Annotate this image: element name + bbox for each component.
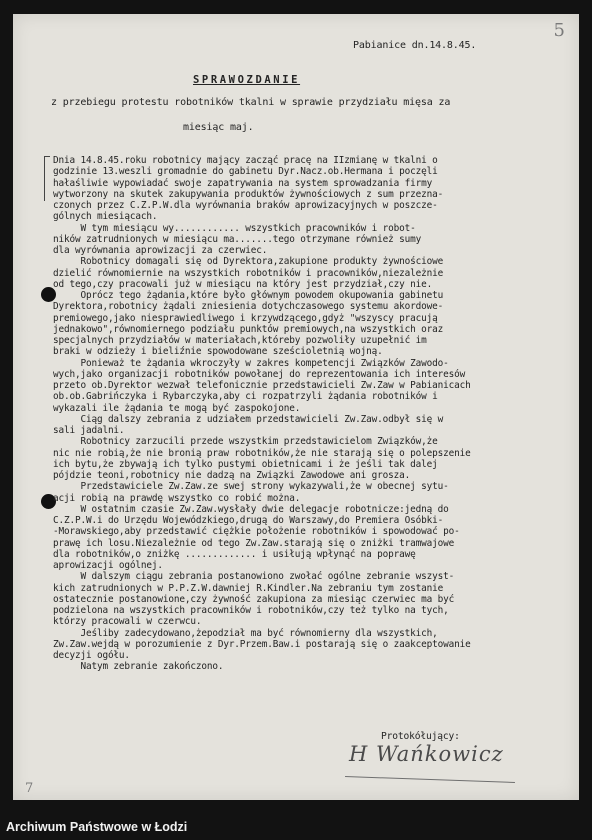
place-date: Pabianice dn.14.8.45. bbox=[353, 40, 477, 51]
body-line: od tego,czy pracowali już w miesiącu na który jest przydział,czy nie. bbox=[53, 278, 433, 290]
body-line: dzielić równomiernie na wszystkich robotników i pracowników,niezależnie bbox=[53, 267, 444, 279]
signer-label: Protokółujący: bbox=[381, 731, 460, 742]
body-line: decyzji ogółu. bbox=[53, 650, 130, 661]
body-line: ich bytu,że zbywają ich tylko pustymi obietnicami i że jeśli tak dalej bbox=[53, 458, 438, 470]
body-line: prawę ich losu.Niezależnie od tego Zw.Zaw.starają się o zniżki tramwajowe bbox=[53, 537, 455, 549]
body-line: gólnych miesiącach. bbox=[53, 211, 158, 223]
report-body bbox=[53, 155, 563, 673]
body-line: Natym zebranie zakończono. bbox=[53, 661, 224, 673]
body-line: pójdzie teoni,robotnicy nie dadzą na Związki Zawodowe ani grosza. bbox=[53, 470, 411, 481]
handwritten-signature: H Wańkowicz bbox=[349, 742, 504, 766]
document-page bbox=[13, 14, 579, 800]
body-line: ob.ob.Gabrińczyka i Rybarczyka,aby ci rozpatrzyli żądania robotników i bbox=[53, 391, 438, 403]
body-line: ników zatrudnionych w miesiącu ma.......tego otrzymane również sumy bbox=[53, 233, 422, 245]
body-line: przeto ob.Dyrektor wezwał telefonicznie przedstawicieli Zw.Zaw w Pabianicach bbox=[53, 380, 471, 391]
body-line: którzy pracowali w czerwcu. bbox=[53, 616, 202, 628]
document-subtitle-line1: z przebiegu protestu robotników tkalni w sprawie przydziału mięsa za bbox=[51, 97, 451, 108]
body-line: Oprócz tego żądania,które było głównym powodem okupowania gabinetu bbox=[53, 290, 444, 301]
document-subtitle-line2: miesiąc maj. bbox=[183, 122, 254, 133]
body-line: -Morawskiego,aby przedstawić ciężkie położenie robotników i spowodować po- bbox=[53, 526, 460, 538]
body-line: wytworzony na skutek zakupywania produktów żywnościowych z sum przezna- bbox=[53, 188, 444, 200]
body-line: Dyrektora,robotnicy żądali zniesienia dotychczasowego systemu akordowe- bbox=[53, 301, 444, 313]
corner-pencil-mark: 5 bbox=[553, 20, 565, 41]
body-line: W ostatnim czasie Zw.Zaw.wysłały dwie delegacje robotnicze:jedną do bbox=[53, 503, 449, 515]
body-line: dla robotników,o zniżkę ............. i usiłują wpłynąć na poprawę bbox=[53, 548, 416, 560]
body-line: aprowizacji ogólnej. bbox=[53, 560, 163, 571]
body-line: hałaśliwie wypowiadać swoje zapatrywania na system sprowadzania firmy bbox=[53, 177, 433, 189]
body-line: acji robią na prawdę wszystko co robić można. bbox=[53, 492, 301, 504]
body-line: podzielona na wszystkich pracowników i robotników,czy też tylko na tych, bbox=[53, 605, 449, 616]
body-line: kich zatrudnionych w P.P.Z.W.dawniej R.Kindler.Na zebraniu tym zostanie bbox=[53, 582, 444, 594]
body-line: ostatecznie postanowione,czy żywność zakupiona za miesiąc czerwiec ma być bbox=[53, 593, 455, 605]
body-line: jednakowo",równomiernego podziału punktów premiowych,na wszystkich oraz bbox=[53, 323, 444, 335]
body-line: wykazali ile żądania te mogą być zaspokojone. bbox=[53, 402, 301, 414]
body-line: Ciąg dalszy zebrania z udziałem przedstawicieli Zw.Zaw.odbył się w bbox=[53, 413, 444, 425]
archive-footer: Archiwum Państwowe w Łodzi bbox=[0, 815, 592, 840]
document-title: SPRAWOZDANIE bbox=[193, 74, 301, 86]
body-line: Robotnicy domagali się od Dyrektora,zakupione produkty żywnościowe bbox=[53, 256, 444, 268]
body-line: specjalnych przydziałów w materiałach,któreby pozwoliły uzupełnić im bbox=[53, 335, 427, 346]
body-line: Robotnicy zarzucili przede wszystkim przedstawicielom Związków,że bbox=[53, 436, 438, 448]
body-line: czonych przez C.Z.P.W.dla wyrównania braków aprowizacyjnych w poszcze- bbox=[53, 200, 438, 211]
body-line: W tym miesiącu wy............ wszystkich pracowników i robot- bbox=[53, 222, 416, 234]
body-line: Dnia 14.8.45.roku robotnicy mający zacząć pracę na IIzmianę w tkalni o bbox=[53, 155, 438, 166]
body-line: Przedstawiciele Zw.Zaw.ze swej strony wykazywali,że w obecnej sytu- bbox=[53, 481, 449, 493]
body-line: godzinie 13.weszli gromadnie do gabinetu Dyr.Nacz.ob.Hermana i poczęli bbox=[53, 166, 438, 178]
page-number: 7 bbox=[25, 781, 34, 796]
body-line: nic nie robią,że nie bronią praw robotników,że nie starają się o polepszenie bbox=[53, 447, 471, 459]
body-line: dla wyrównania aprowizacji za czerwiec. bbox=[53, 245, 268, 256]
margin-bracket-mark bbox=[44, 156, 50, 201]
body-line: premiowego,jako niesprawiedliwego i krzywdzącego,gdyż "wszyscy pracują bbox=[53, 312, 438, 324]
body-line: wych,jako organizacji robotników powołanej do reprezentowania ich interesów bbox=[53, 368, 466, 380]
signature-underline bbox=[345, 776, 515, 783]
body-line: Zw.Zaw.wejdą w porozumienie z Dyr.Przem.Baw.i postarają się o zaakceptowanie bbox=[53, 638, 471, 650]
body-line: Jeśliby zadecydowano,żepodział ma być równomierny dla wszystkich, bbox=[53, 627, 438, 639]
body-line: Ponieważ te żądania wkroczyły w zakres kompetencji Związków Zawodo- bbox=[53, 357, 449, 369]
body-line: sali jadalni. bbox=[53, 425, 125, 436]
body-line: braki w odzieży i bieliźnie spowodowane sześcioletnią wojną. bbox=[53, 346, 383, 358]
body-line: W dalszym ciągu zebrania postanowiono zwołać ogólne zebranie wszyst- bbox=[53, 571, 455, 583]
body-line: C.Z.P.W.i do Urzędu Wojewódzkiego,drugą do Warszawy,do Premiera Osóbki- bbox=[53, 515, 444, 526]
